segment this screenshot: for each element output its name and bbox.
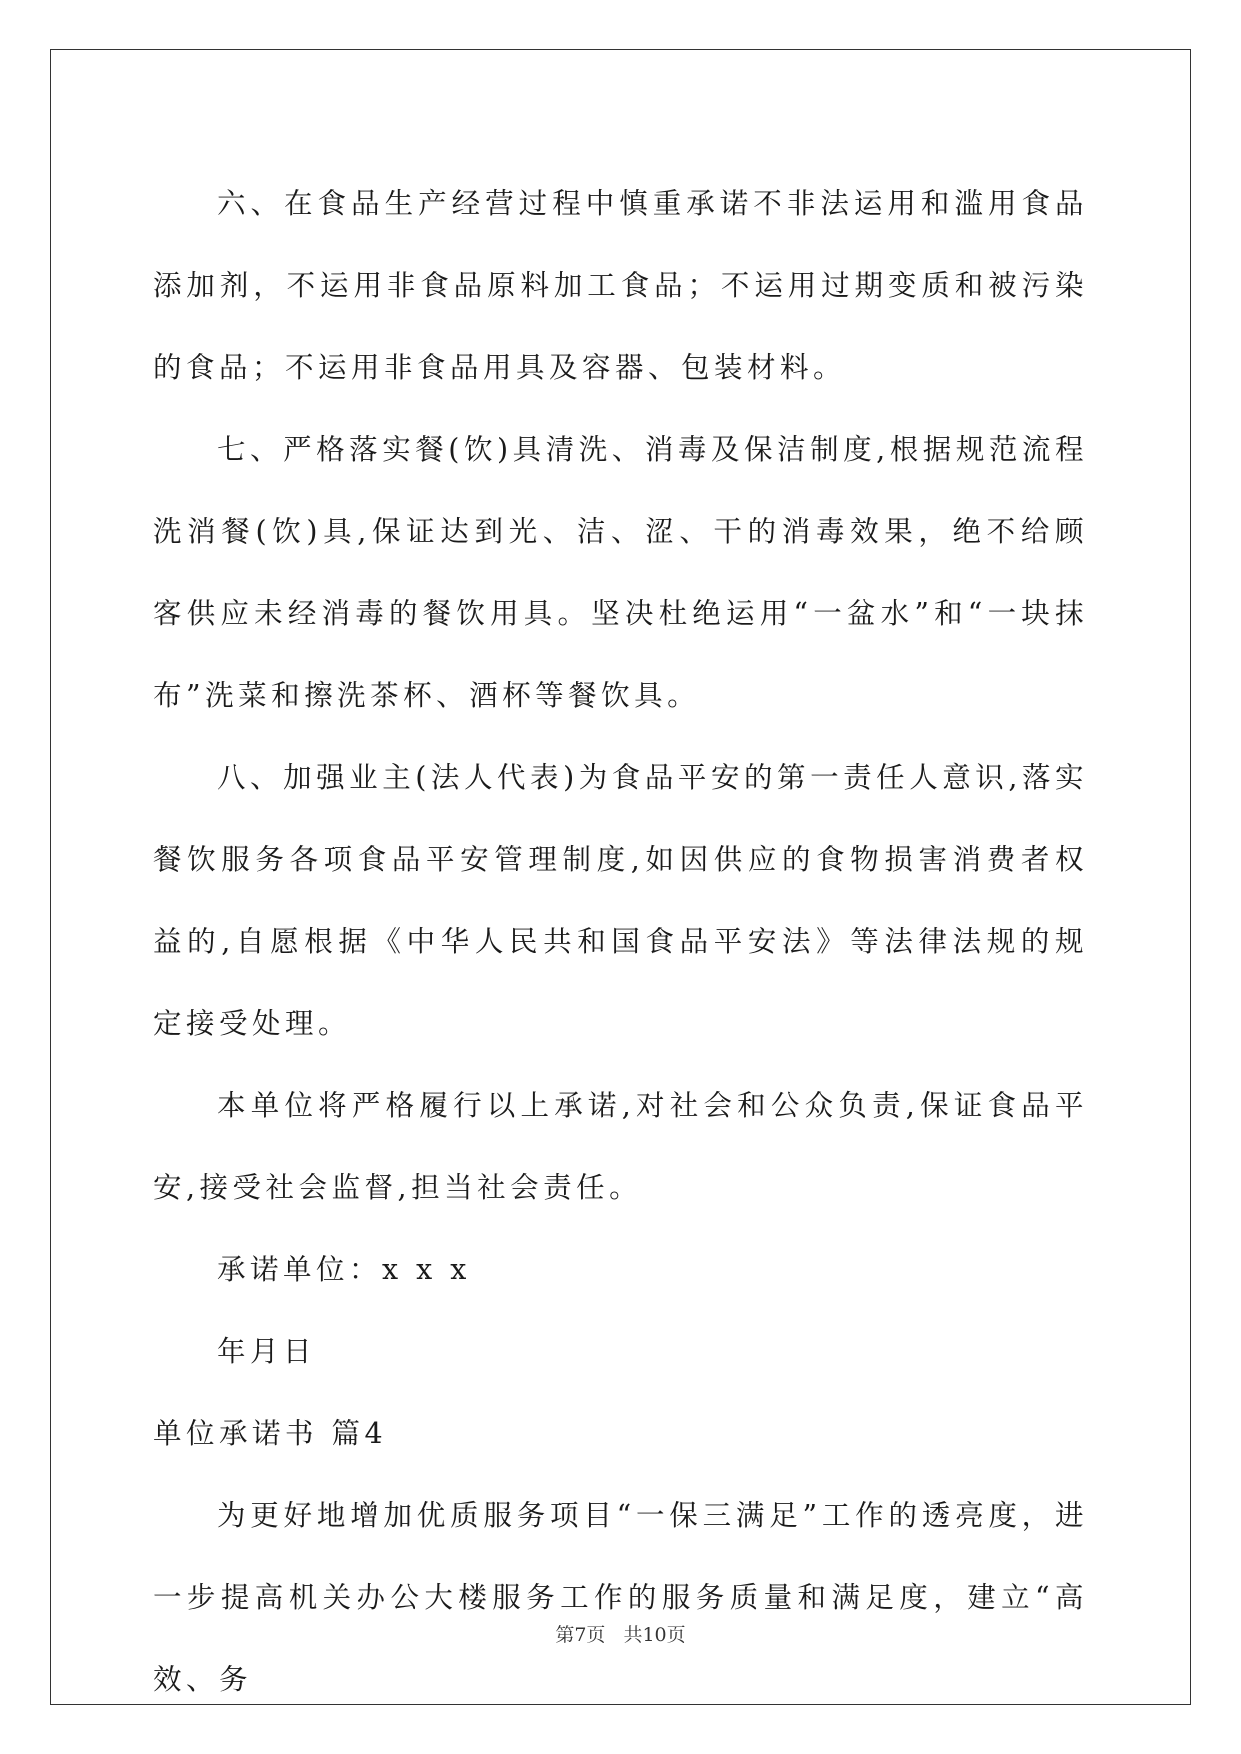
document-body (153, 163, 1088, 1721)
paragraph-6: 六、在食品生产经营过程中慎重承诺不非法运用和滥用食品添加剂，不运用非食品原料加工食品；不运用过期变质和被污染的食品；不运用非食品用具及容器、包装材料。 (153, 187, 1088, 384)
section-title: 单位承诺书 篇4 (153, 1417, 388, 1450)
page-footer (0, 1620, 1241, 1647)
paragraph-7: 七、严格落实餐(饮)具清洗、消毒及保洁制度,根据规范流程洗消餐(饮)具,保证达到光、洁、涩、干的消毒效果，绝不给顾客供应未经消毒的餐饮用具。坚决杜绝运用“一盆水”和“一块抹布”洗菜和擦洗茶杯、酒杯等餐饮具。 (153, 433, 1088, 712)
paragraph-section4-intro: 为更好地增加优质服务项目“一保三满足”工作的透亮度，进一步提高机关办公大楼服务工作的服务质量和满足度，建立“高效、务 (153, 1499, 1088, 1696)
signer-line: 承诺单位：x x x (217, 1253, 471, 1286)
paragraph-8: 八、加强业主(法人代表)为食品平安的第一责任人意识,落实餐饮服务各项食品平安管理制度,如因供应的食物损害消费者权益的,自愿根据《中华人民共和国食品平安法》等法律法规的规定接受处理。 (153, 761, 1088, 1040)
page-number-current: 第7页 (555, 1624, 606, 1646)
paragraph-commitment-summary: 本单位将严格履行以上承诺,对社会和公众负责,保证食品平安,接受社会监督,担当社会责任。 (153, 1089, 1088, 1204)
date-line: 年月日 (217, 1335, 317, 1368)
page-number-total: 共10页 (623, 1624, 686, 1646)
